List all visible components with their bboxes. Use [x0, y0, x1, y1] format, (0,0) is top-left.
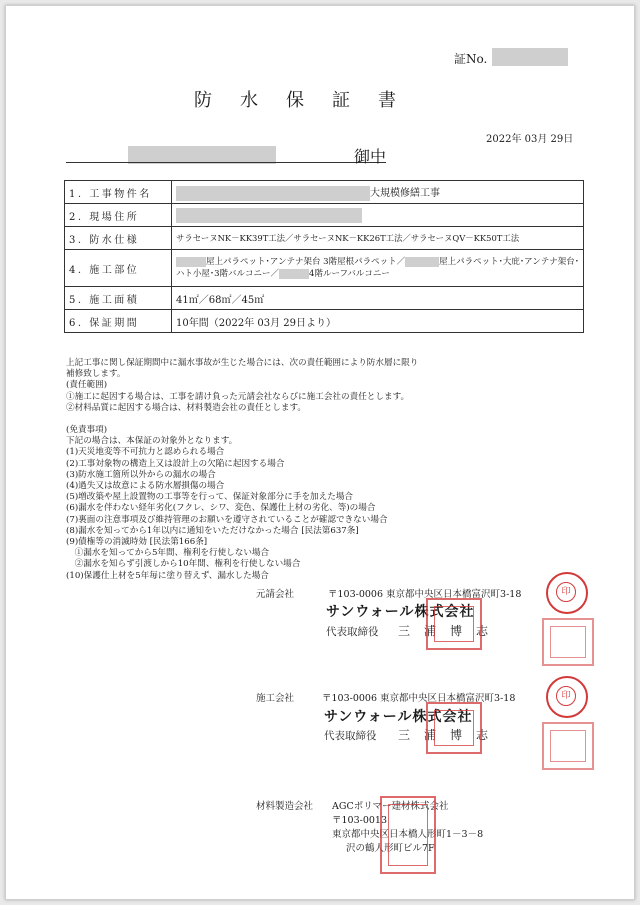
redacted-area [176, 257, 206, 267]
contractor-rep-name: 三浦博志 [398, 728, 503, 742]
manufacturer-building: 沢の鶴人形町ビル7F [346, 843, 435, 854]
row-label: 5. 施工面積 [65, 287, 172, 310]
row-label: 2. 現場住所 [65, 204, 172, 227]
responsibility-item: ②材料品質に起因する場合は、材料製造会社の責任とします。 [66, 402, 306, 413]
row-label: 1. 工事物件名 [65, 181, 172, 204]
warranty-certificate [5, 5, 635, 900]
issue-date: 2022年 03月 29日 [486, 134, 574, 145]
waterproof-spec: サラセーヌNK－KK39T工法／サラセーヌNK－KK26T工法／サラセーヌQV－KK50T工法 [172, 227, 584, 250]
exemption-heading: (免責事項) [66, 425, 108, 436]
table-row [65, 181, 584, 204]
exemption-item: (3)防水施工箇所以外からの漏水の場合 [66, 469, 216, 480]
warranty-period: 10年間（2022年 03月 29日より） [172, 310, 584, 333]
contractor-label: 施工会社 [256, 693, 295, 704]
prime-contractor-rep-name: 三浦博志 [398, 624, 503, 638]
manufacturer-postal: 〒103-0013 [332, 815, 388, 826]
exemption-item: ①漏水を知ってから5年間、権利を行使しない場合 [66, 548, 270, 559]
exemption-item: (8)漏水を知ってから1年以内に通知をいただけなかった場合 [民法第637条] [66, 525, 359, 536]
certificate-number-label: 証No. [454, 52, 488, 66]
addressee-honorific: 御中 [354, 147, 387, 166]
manufacturer-label: 材料製造会社 [256, 801, 314, 812]
exemption-item: (4)過失又は故意による防水層損傷の場合 [66, 481, 225, 492]
prime-contractor-company: サンウォール株式会社 [326, 604, 475, 620]
company-seal-stamp [426, 702, 482, 754]
redacted-certificate-number [492, 48, 568, 66]
exemption-item: (9)債権等の消滅時効 [民法第166条] [66, 537, 208, 548]
company-seal-stamp [380, 796, 436, 874]
page-title: 防水保証書 [194, 90, 424, 111]
project-name-text: 大規模修繕工事 [370, 187, 441, 199]
redacted-project-name [176, 186, 370, 201]
round-seal-stamp: 印 [546, 676, 588, 718]
table-row [65, 204, 584, 227]
table-row [65, 310, 584, 333]
redacted-area [405, 257, 439, 267]
redacted-site-address [176, 208, 362, 223]
manufacturer-company: AGCポリマー建材株式会社 [332, 801, 449, 812]
contractor-company: サンウォール株式会社 [324, 709, 473, 725]
exemption-item: (1)天災地変等不可抗力と認められる場合 [66, 447, 225, 458]
table-row [65, 287, 584, 310]
row-label: 6. 保証期間 [65, 310, 172, 333]
contractor-address: 〒103-0006 東京都中央区日本橋富沢町3-18 [322, 693, 516, 704]
table-row [65, 227, 584, 250]
round-seal-stamp: 印 [546, 572, 588, 614]
exemption-item: (6)漏水を伴わない経年劣化(フクレ、シワ、変色、保護仕上材の劣化、等)の場合 [66, 503, 376, 514]
redacted-area [279, 269, 309, 279]
responsibility-item: ①施工に起因する場合は、工事を請け負った元請会社ならびに施工会社の責任とします。 [66, 391, 410, 402]
exemption-item: (5)増改築や屋上設置物の工事等を行って、保証対象部分に手を加えた場合 [66, 492, 354, 503]
intro-text: 補修致します。 [66, 369, 126, 380]
construction-areas: 屋上パラペット･アンテナ架台 3階屋根パラペット／ 屋上パラペット･大庇･アンテナ架台･ ハト小屋･3階バルコニー／ 4階ルーフバルコニー [172, 250, 584, 287]
construction-area-size: 41㎡／68㎡／45㎡ [172, 287, 584, 310]
exemption-item: (7)裏面の注意事項及び維持管理のお願いを遵守されていることが確認できない場合 [66, 514, 388, 525]
intro-text: 上記工事に関し保証期間中に漏水事故が生じた場合には、次の責任範囲により防水層に限り [66, 358, 419, 368]
exemption-item: (10)保護仕上材を5年毎に塗り替えず、漏水した場合 [66, 570, 269, 581]
prime-contractor-address: 〒103-0006 東京都中央区日本橋富沢町3-18 [328, 589, 522, 600]
exemption-item: ②漏水を知らず引渡しから10年間、権利を行使しない場合 [66, 559, 301, 570]
row-value [172, 204, 584, 227]
addressee-underline [66, 162, 386, 163]
contractor-rep-title: 代表取締役 [324, 730, 377, 742]
prime-contractor-label: 元請会社 [256, 589, 295, 600]
prime-contractor-rep-title: 代表取締役 [326, 626, 379, 638]
company-seal-stamp [426, 598, 482, 650]
terms-text [66, 358, 418, 582]
row-value [172, 181, 584, 204]
company-seal-stamp [542, 618, 594, 666]
project-info-table [64, 180, 584, 333]
responsibility-heading: (責任範囲) [66, 380, 108, 391]
company-seal-stamp [542, 722, 594, 770]
manufacturer-address: 東京都中央区日本橋人形町1－3－8 [332, 829, 484, 840]
exemption-item: (2)工事対象物の構造上又は設計上の欠陥に起因する場合 [66, 458, 285, 469]
row-label: 4. 施工部位 [65, 250, 172, 287]
row-label: 3. 防水仕様 [65, 227, 172, 250]
table-row [65, 250, 584, 287]
exemption-intro: 下記の場合は、本保証の対象外となります。 [66, 436, 238, 447]
